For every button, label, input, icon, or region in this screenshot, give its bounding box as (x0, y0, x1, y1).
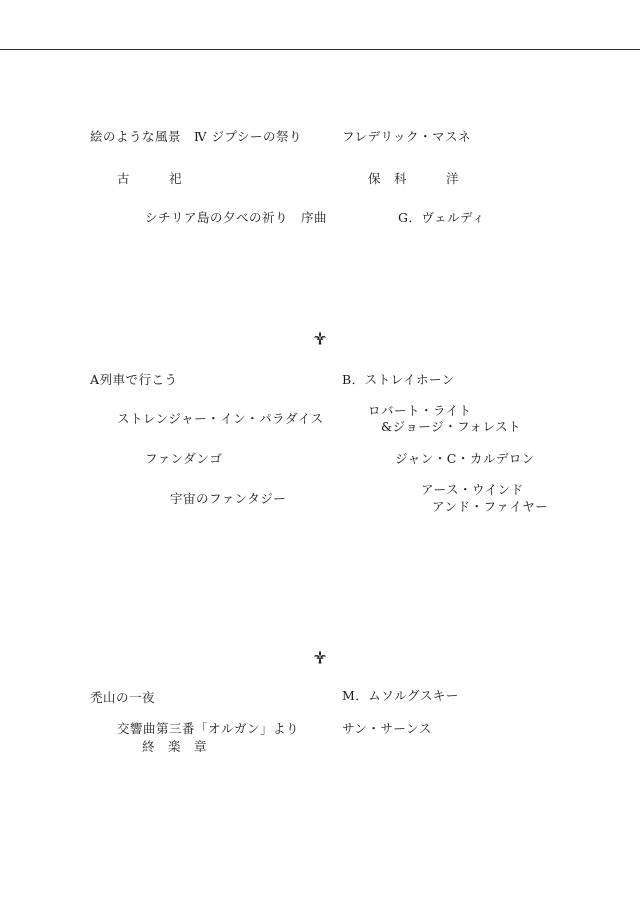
program-composer: G．ヴェルディ (398, 210, 485, 225)
program-composer: B．ストレイホーン (342, 372, 455, 387)
program-title: ストレンジャー・イン・パラダイス (117, 411, 324, 426)
program-composer: ロバート・ライト (368, 403, 472, 418)
program-composer: ジャン・C・カルデロン (395, 451, 535, 466)
program-composer: フレデリック・マスネ (342, 129, 472, 144)
program-title: 交響曲第三番「オルガン」より (117, 721, 300, 736)
program-title: 古 祀 (117, 171, 183, 186)
program-title: A列車で行こう (90, 372, 178, 387)
program-composer: サン・サーンス (342, 721, 432, 736)
program-composer: &ジョージ・フォレスト (381, 419, 522, 434)
program-title: 絵のような風景 Ⅳ ジプシーの祭り (90, 129, 302, 144)
program-composer: 保 科 洋 (368, 171, 460, 186)
program-title: 宇宙のファンタジー (170, 491, 287, 506)
fleur-de-lis-icon (313, 650, 327, 664)
program-title: 禿山の一夜 (90, 690, 156, 705)
program-composer: アンド・ファイヤー (432, 499, 549, 514)
program-composer: アース・ウインド (421, 482, 524, 497)
program-title: シチリア島の夕べの祈り 序曲 (145, 210, 328, 225)
program-title: ファンダンゴ (145, 451, 223, 466)
program-title: 終 楽 章 (142, 739, 208, 754)
fleur-de-lis-icon (313, 331, 327, 345)
program-composer: M．ムソルグスキー (342, 688, 459, 703)
top-rule (0, 49, 640, 50)
